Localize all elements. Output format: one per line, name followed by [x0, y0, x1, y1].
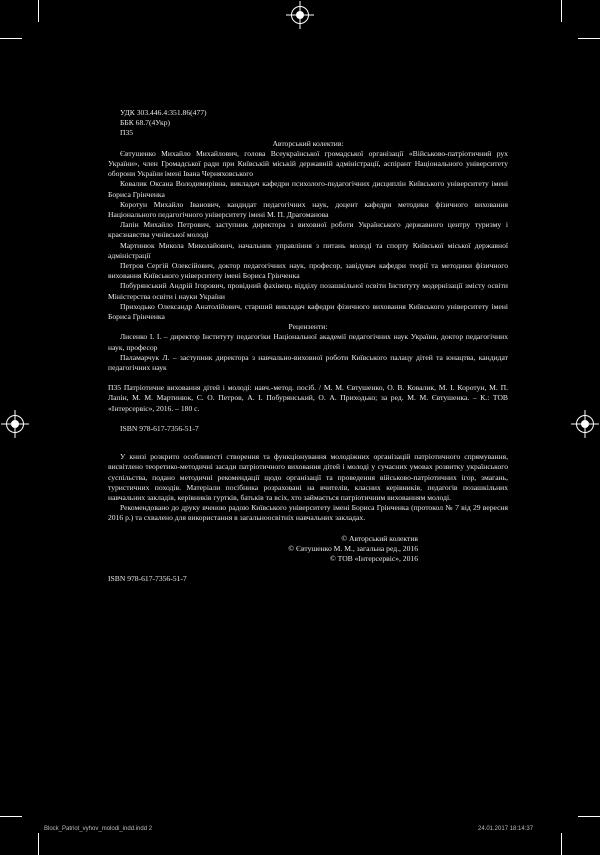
- reviewer-entry: Лисенко І. І. – директор Інституту педагогіки Національної академії педагогічних наук України, доктор педагогічних наук, професор: [108, 332, 508, 352]
- isbn-bottom: ISBN 978-617-7356-51-7: [108, 574, 187, 584]
- registration-mark-top-icon: [291, 6, 309, 24]
- crop-mark-icon: [0, 816, 22, 817]
- crop-mark-icon: [561, 0, 562, 22]
- author-entry: Приходько Олександр Анатолійович, старший викладач кафедри фізичного виховання Київського університету імені Бориса Грінченка: [108, 301, 508, 322]
- reviewer-entry: Паламарчук Л. – заступник директора з навчально-виховної роботи Київського палацу дітей та юнацтва, кандидат педагогічних наук: [108, 352, 508, 373]
- registration-mark-left-icon: [6, 415, 24, 433]
- copyright-line: © Авторський колектив: [341, 533, 418, 543]
- bibliographic-description: П35 Патріотичне виховання дітей і молоді: навч.-метод. посіб. / М. М. Євтушенко, О. В. Ковалик, М. І. Коротун, М. П. Лапін, М. М. Мартинюк, С. О. Петров, А. І. Побурянський, О. А. Приходько; за ред. М. М. Євтушенка. – К.: ТОВ «Інтерсервіс», 2016. – 180 с.: [108, 383, 508, 413]
- crop-mark-icon: [0, 38, 22, 39]
- authors-heading: Авторський колектив:: [272, 138, 344, 148]
- author-entry: Ковалик Оксана Володимирівна, викладач кафедри психолого-педагогічних дисциплін Київського університету імені Бориса Грінченка: [108, 179, 508, 199]
- crop-mark-icon: [578, 38, 600, 39]
- registration-mark-right-icon: [576, 415, 594, 433]
- author-entry: Євтушенко Михайло Михайлович, голова Всеукраїнської громадської організації «Військово-патріотичний рух України», член Громадської ради при Київській міській державній адміністрації, аспірант Національного університету оборони України імені Івана Черняховського: [108, 148, 508, 179]
- abstract-paragraph: Рекомендовано до друку вченою радою Київського університету імені Бориса Грінченка (протокол № 7 від 29 вересня 2016 р.) та схвалено для використання в загальноосвітніх навчальних закладах.: [108, 503, 508, 523]
- author-entry: Петров Сергій Олексійович, доктор педагогічних наук, професор, завідувач кафедри теорії та методики фізичного виховання Київського університету імені Бориса Грінченка: [108, 261, 508, 281]
- author-entry: Лапін Михайло Петрович, заступник директора з виховної роботи Українського державного центру туризму і краєзнавства учнівської молоді: [108, 220, 508, 240]
- author-entry: Коротун Михайло Іванович, кандидат педагогічних наук, доцент кафедри методики фізичного виховання Національного педагогічного університету імені М. П. Драгоманова: [108, 199, 508, 220]
- crop-mark-icon: [38, 0, 39, 22]
- isbn-top: ISBN 978-617-7356-51-7: [120, 423, 199, 433]
- footer-file-name: Block_Patriot_vyhov_molodi_indd.indd 2: [44, 826, 153, 832]
- crop-mark-icon: [561, 833, 562, 855]
- author-code: П35: [120, 128, 134, 138]
- crop-mark-icon: [38, 833, 39, 855]
- footer-timestamp: 24.01.2017 18:14:37: [478, 826, 534, 832]
- crop-mark-icon: [578, 816, 600, 817]
- reviewers-heading: Рецензенти:: [288, 322, 328, 332]
- copyright-line: © ТОВ «Інтерсервіс», 2016: [329, 553, 418, 563]
- abstract-paragraph: У книзі розкрито особливості створення та функціонування молодіжних організацій патріотичного спрямування, висвітлено теоретико-методичні засади патріотичного виховання дітей і молоді у сучасних умовах розвитку українського суспільства, подано методичні рекомендації щодо організації та проведення військово-патріотичних ігор, змагань, туристичних походів. Матеріали посібника розраховані на вчителів, класних керівників, педагогів позашкільних навчальних закладів, керівників гуртків, батьків та всіх, хто займається патріотичним вихованням молоді.: [108, 452, 508, 502]
- udk-code: УДК 303.446.4:351.86(477): [120, 108, 207, 117]
- page-content: [108, 108, 508, 584]
- bbk-code: ББК 68.7(4Укр): [120, 118, 171, 128]
- author-entry: Мартинюк Микола Миколайович, начальник управління з питань молоді та спорту Київської міської державної адміністрації: [108, 240, 508, 260]
- author-entry: Побурянський Андрій Ігорович, провідний фахівець відділу позашкільної освіти Інституту модернізації змісту освіти Міністерства освіти і науки України: [108, 281, 508, 301]
- copyright-line: © Євтушенко М. М., загальна ред., 2016: [288, 543, 418, 553]
